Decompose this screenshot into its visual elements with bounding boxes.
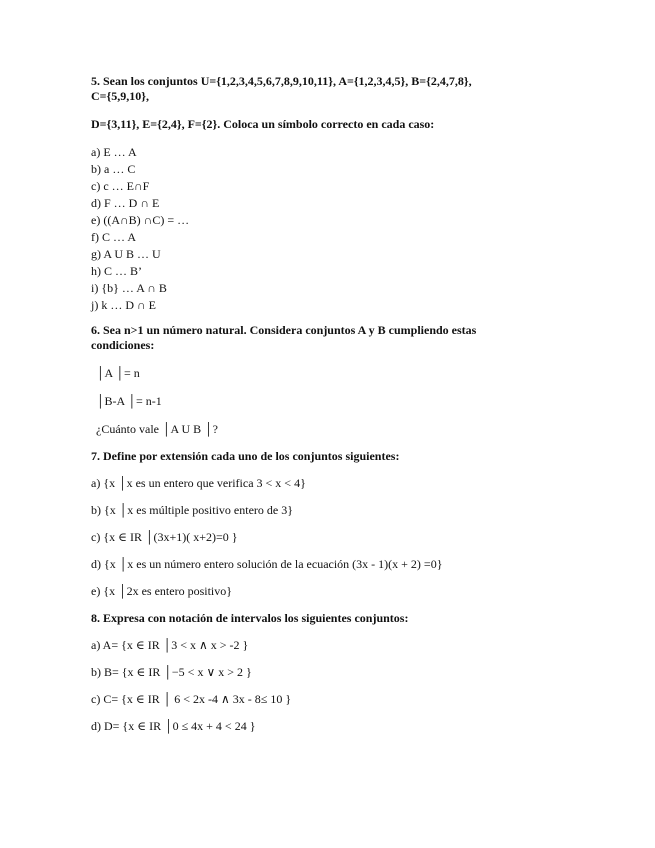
- q8-item: c) C= {x ∈ IR │ 6 < 2x -4 ∧ 3x - 8≤ 10 }: [91, 692, 292, 706]
- q5-item: g) A U B … U: [91, 247, 161, 261]
- q7-item: b) {x │x es múltiple positivo entero de 3}: [91, 503, 293, 517]
- q6-condition-2: │B-A │= n-1: [96, 394, 162, 408]
- q5-item: h) C … B’: [91, 264, 142, 278]
- q6-heading-line1: 6. Sea n>1 un número natural. Considera conjuntos A y B cumpliendo estas: [91, 323, 477, 337]
- q5-item: c) c … E∩F: [91, 179, 150, 193]
- q5-heading-line2: C={5,9,10},: [91, 89, 149, 103]
- q5-item: e) ((A∩B) ∩C) = …: [91, 213, 190, 227]
- q8-item: a) A= {x ∈ IR │3 < x ∧ x > -2 }: [91, 638, 249, 652]
- q5-item: a) E … A: [91, 145, 137, 159]
- q5-item: d) F … D ∩ E: [91, 196, 160, 210]
- q8-item: d) D= {x ∈ IR │0 ≤ 4x + 4 < 24 }: [91, 719, 256, 733]
- q6-question: ¿Cuánto vale │A U B │?: [96, 422, 218, 436]
- question-7: [91, 449, 551, 599]
- q7-heading: 7. Define por extensión cada uno de los conjuntos siguientes:: [91, 449, 400, 463]
- q5-heading-line1: 5. Sean los conjuntos U={1,2,3,4,5,6,7,8,9,10,11}, A={1,2,3,4,5}, B={2,4,7,8},: [91, 74, 472, 88]
- q5-item: i) {b} … A ∩ B: [91, 281, 167, 295]
- question-8: [91, 611, 551, 734]
- q5-item: b) a … C: [91, 162, 136, 176]
- q7-item: e) {x │2x es entero positivo}: [91, 584, 232, 598]
- question-6: [91, 323, 551, 437]
- q7-item: c) {x ∈ IR │(3x+1)( x+2)=0 }: [91, 530, 238, 544]
- q5-item: j) k … D ∩ E: [91, 298, 156, 312]
- q5-item-list: [91, 144, 551, 314]
- q8-item: b) B= {x ∈ IR │−5 < x ∨ x > 2 }: [91, 665, 252, 679]
- q6-heading-line2: condiciones:: [91, 338, 155, 352]
- q7-item: a) {x │x es un entero que verifica 3 < x < 4}: [91, 476, 306, 490]
- q7-item: d) {x │x es un número entero solución de la ecuación (3x - 1)(x + 2) =0}: [91, 557, 443, 571]
- q5-item: f) C … A: [91, 230, 136, 244]
- q8-heading: 8. Expresa con notación de intervalos los siguientes conjuntos:: [91, 611, 409, 625]
- q5-heading-line3: D={3,11}, E={2,4}, F={2}. Coloca un símbolo correcto en cada caso:: [91, 117, 435, 131]
- question-5: [91, 74, 551, 314]
- document-page: [91, 74, 551, 734]
- q6-condition-1: │A │= n: [96, 366, 140, 380]
